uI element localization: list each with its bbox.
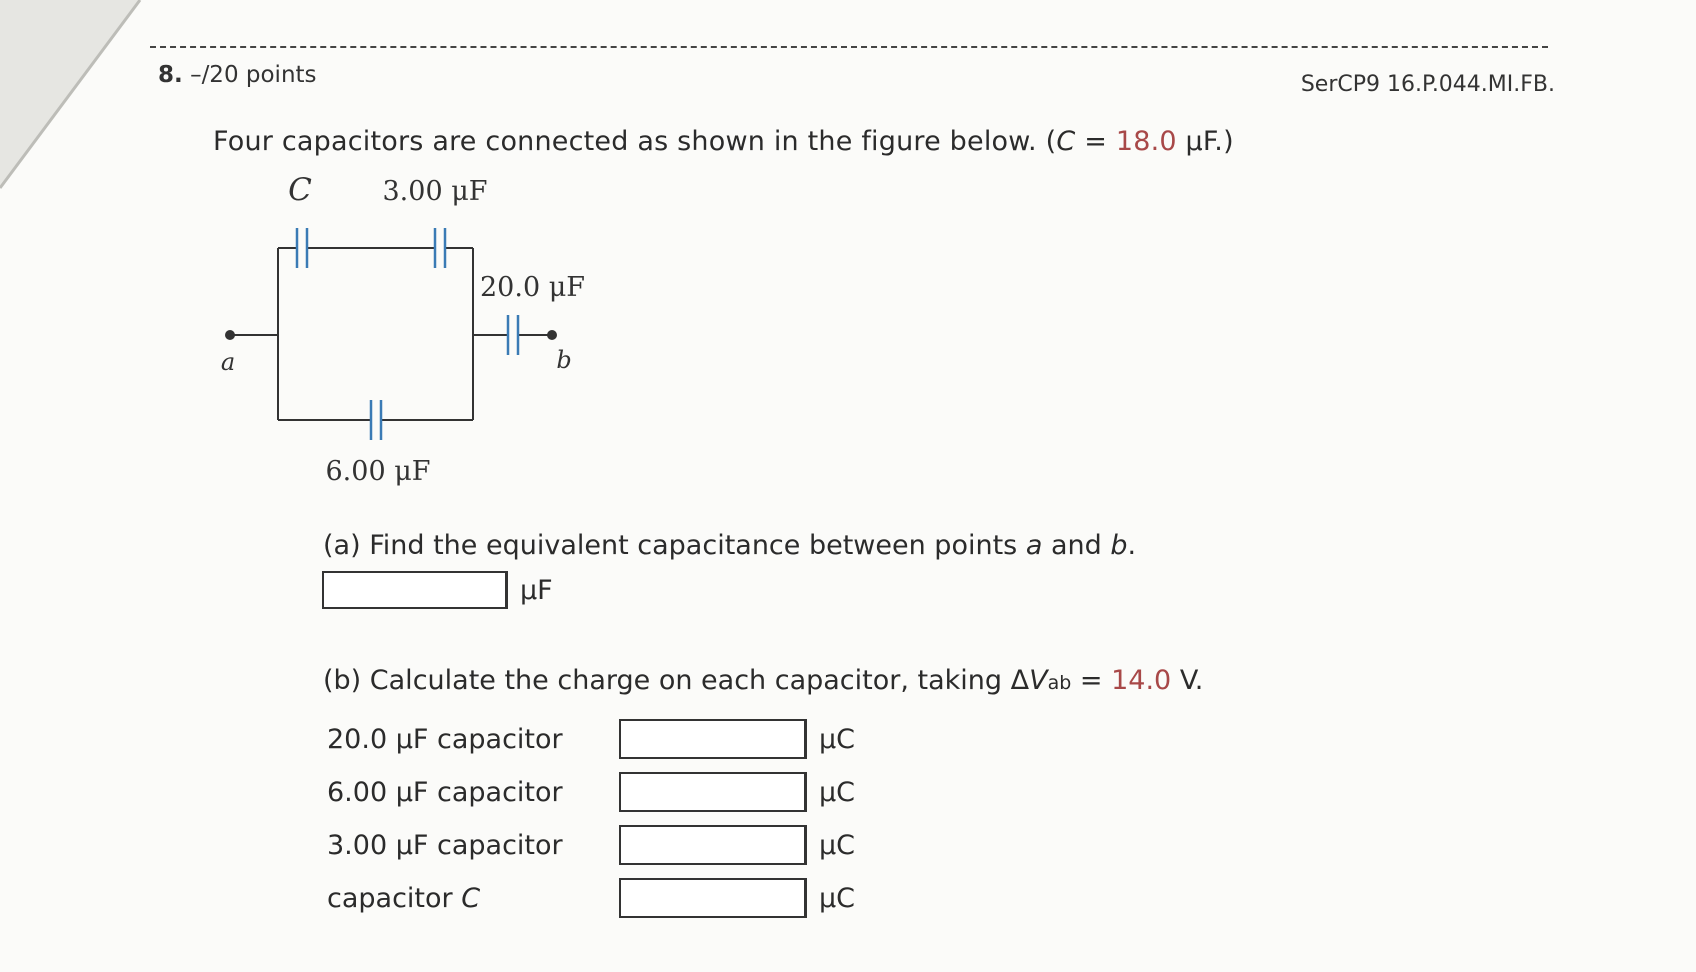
charge-6uf-input[interactable] <box>619 772 807 812</box>
charge-unit-6uf: μC <box>819 776 856 808</box>
statement-text: Four capacitors are connected as shown in the figure below. ( <box>213 126 1057 157</box>
label-c: C <box>288 172 312 208</box>
voltage-unit: V. <box>1171 665 1204 696</box>
charge-row-3uf <box>327 824 855 866</box>
charge-unit-3uf: μC <box>819 829 856 861</box>
v-symbol: V <box>1029 665 1048 696</box>
part-a-point-b: b <box>1110 530 1128 561</box>
charge-row-20uf <box>327 718 855 760</box>
equivalent-capacitance-input[interactable] <box>322 571 508 609</box>
charge-row-6uf <box>327 771 855 813</box>
question-number: 8. <box>158 62 183 88</box>
label-point-b: b <box>556 346 572 374</box>
charge-3uf-input[interactable] <box>619 825 807 865</box>
charge-label-6uf: 6.00 μF capacitor <box>327 776 563 808</box>
part-a-period: . <box>1127 530 1137 561</box>
capacitor-20uf-symbol <box>508 315 518 355</box>
label-3uf: 3.00 μF <box>382 176 488 207</box>
charge-label-c-text: capacitor <box>327 882 462 914</box>
problem-statement <box>213 126 1234 157</box>
charge-label-3uf: 3.00 μF capacitor <box>327 829 563 861</box>
capacitor-6uf-symbol <box>371 400 381 440</box>
c-unit: μF.) <box>1176 126 1234 157</box>
charge-unit-c: μC <box>819 882 856 914</box>
equals-sign: = <box>1075 126 1116 157</box>
part-a-answer-row <box>322 571 553 609</box>
charge-label-20uf: 20.0 μF capacitor <box>327 723 563 755</box>
part-a-text: (a) Find the equivalent capacitance between points <box>323 530 1026 561</box>
terminal-a-dot <box>225 330 235 340</box>
part-b-question <box>323 665 1203 696</box>
capacitor-3uf-symbol <box>435 228 445 268</box>
capacitor-c-symbol <box>297 228 307 268</box>
label-6uf: 6.00 μF <box>325 456 431 487</box>
label-20uf: 20.0 μF <box>480 272 585 303</box>
part-a-unit: μF <box>520 574 553 606</box>
label-point-a: a <box>220 348 236 376</box>
charge-row-c <box>327 877 855 919</box>
charge-unit-20uf: μC <box>819 723 856 755</box>
charge-label-c <box>327 883 619 914</box>
part-a-question <box>323 530 1136 561</box>
question-points: –/20 points <box>190 62 317 88</box>
voltage-given-value: 14.0 <box>1111 665 1172 696</box>
part-a-and: and <box>1042 530 1111 561</box>
problem-code: SerCP9 16.P.044.MI.FB. <box>1300 72 1555 97</box>
question-separator <box>150 46 1548 48</box>
question-header <box>158 62 317 88</box>
charge-c-input[interactable] <box>619 878 807 918</box>
terminal-b-dot <box>547 330 557 340</box>
part-b-answer-list <box>327 718 855 930</box>
c-given-value: 18.0 <box>1115 126 1177 157</box>
part-b-equals: = <box>1071 665 1112 696</box>
circuit-diagram <box>200 170 620 500</box>
part-a-point-a: a <box>1025 530 1043 561</box>
charge-20uf-input[interactable] <box>619 719 807 759</box>
v-subscript: ab <box>1047 672 1072 694</box>
part-b-text: (b) Calculate the charge on each capacitor, taking Δ <box>323 665 1030 696</box>
c-symbol: C <box>1056 126 1076 157</box>
charge-label-c-symbol: C <box>461 882 481 914</box>
